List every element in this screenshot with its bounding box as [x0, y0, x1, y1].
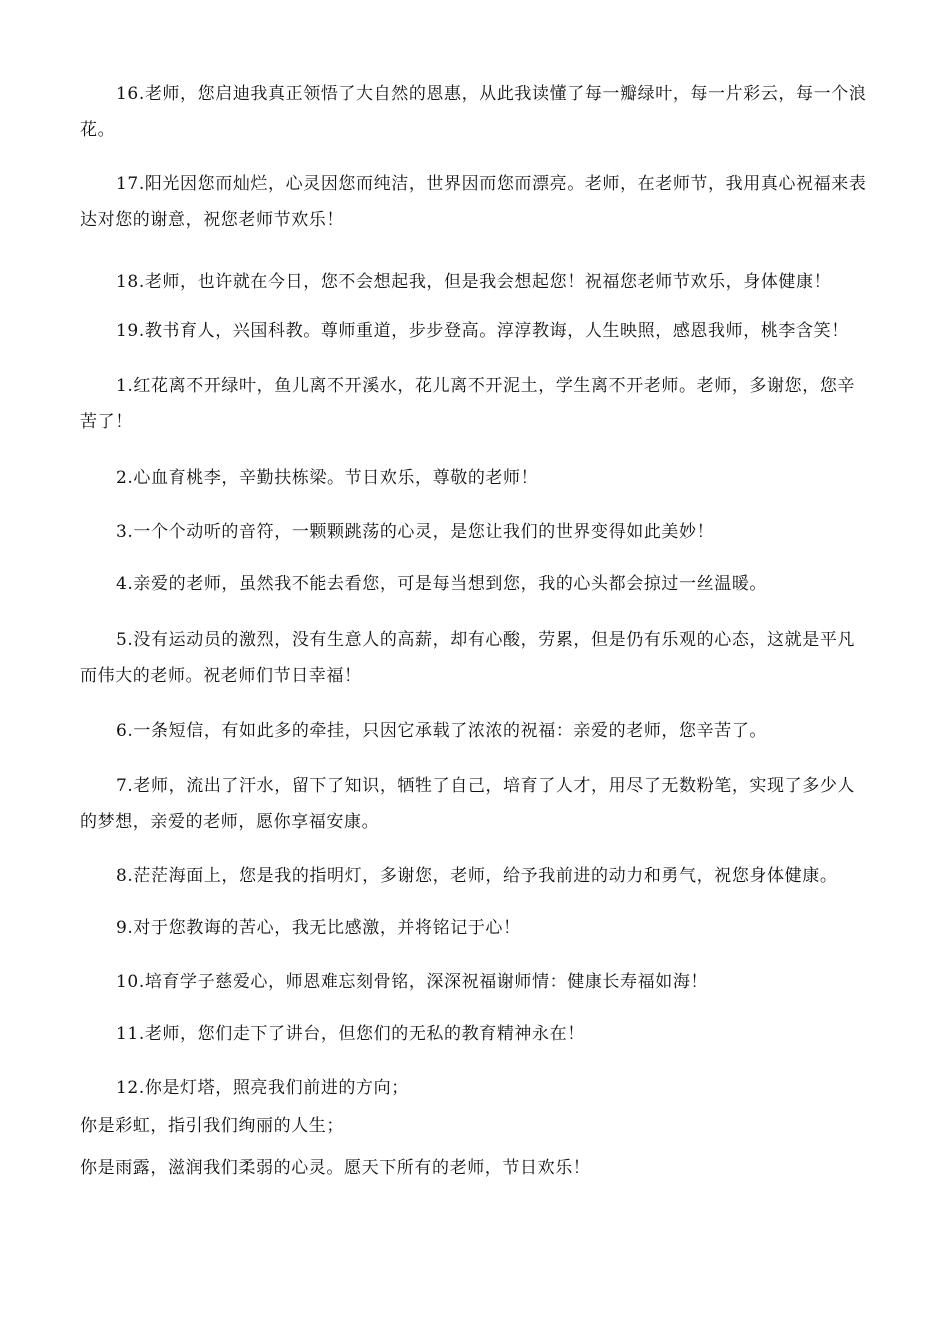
paragraph-18: 18.老师，也许就在今日，您不会想起我，但是我会想起您！祝福您老师节欢乐，身体健康！: [116, 272, 832, 292]
poem-line-3: 你是雨露，滋润我们柔弱的心灵。愿天下所有的老师，节日欢乐！: [80, 1158, 591, 1178]
paragraph-6: 6.一条短信，有如此多的牵挂，只因它承载了浓浓的祝福：亲爱的老师，您辛苦了。: [116, 721, 768, 741]
poem-line-1: 12.你是灯塔，照亮我们前进的方向；: [116, 1078, 409, 1098]
paragraph-5: 5.没有运动员的激烈，没有生意人的高薪，却有心酸，劳累，但是仍有乐观的心态，这就是平凡而伟大的老师。祝老师们节日幸福！: [80, 630, 856, 686]
paragraph-3: 3.一个个动听的音符，一颗颗跳荡的心灵，是您让我们的世界变得如此美妙！: [116, 522, 715, 542]
paragraph-1: 1.红花离不开绿叶，鱼儿离不开溪水，花儿离不开泥土，学生离不开老师。老师，多谢您，您辛苦了！: [80, 376, 856, 432]
paragraph-8: 8.茫茫海面上，您是我的指明灯，多谢您，老师，给予我前进的动力和勇气，祝您身体健康。: [116, 866, 838, 886]
poem-line-2: 你是彩虹，指引我们绚丽的人生；: [80, 1116, 344, 1136]
paragraph-7: 7.老师，流出了汗水，留下了知识，牺牲了自己，培育了人才，用尽了无数粉笔，实现了多少人的梦想，亲爱的老师，愿你享福安康。: [80, 776, 856, 832]
paragraph-16: 16.老师，您启迪我真正领悟了大自然的恩惠，从此我读懂了每一瓣绿叶，每一片彩云，每一个浪花。: [80, 84, 867, 140]
paragraph-11: 11.老师，您们走下了讲台，但您们的无私的教育精神永在！: [116, 1024, 585, 1044]
paragraph-10: 10.培育学子慈爱心，师恩难忘刻骨铭，深深祝福谢师情：健康长寿福如海！: [116, 972, 709, 992]
paragraph-17: 17.阳光因您而灿烂，心灵因您而纯洁，世界因而您而漂亮。老师，在老师节，我用真心祝福来表达对您的谢意，祝您老师节欢乐！: [80, 174, 867, 230]
paragraph-9: 9.对于您教诲的苦心，我无比感激，并将铭记于心！: [116, 918, 521, 938]
paragraph-4: 4.亲爱的老师，虽然我不能去看您，可是每当想到您，我的心头都会掠过一丝温暖。: [116, 574, 768, 594]
paragraph-2: 2.心血育桃李，辛勤扶栋梁。节日欢乐，尊敬的老师！: [116, 468, 539, 488]
paragraph-19: 19.教书育人，兴国科教。尊师重道，步步登高。淳淳教诲，人生映照，感恩我师，桃李含笑！: [116, 321, 849, 341]
